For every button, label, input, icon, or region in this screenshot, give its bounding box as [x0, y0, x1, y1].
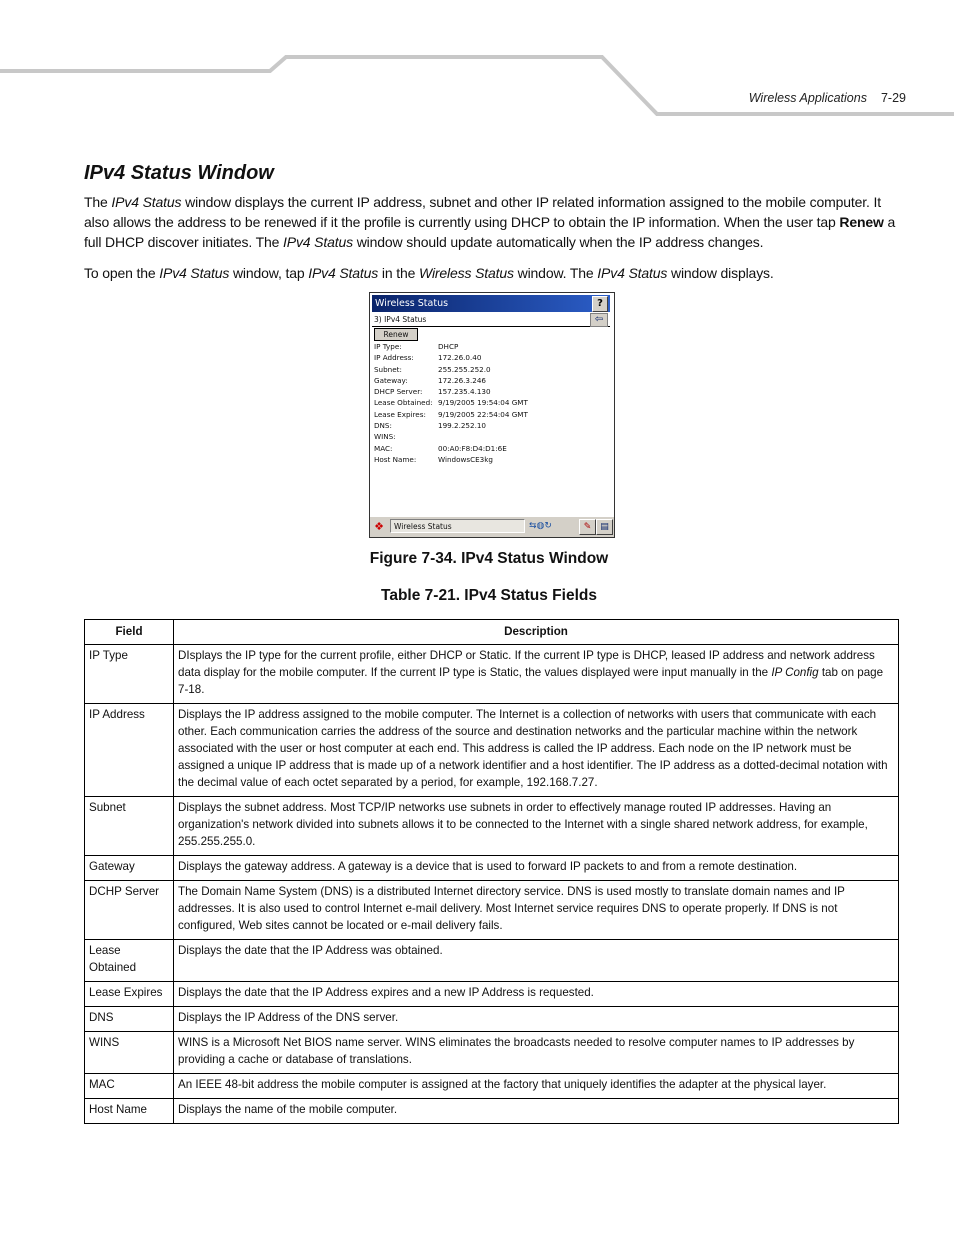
ip-info-label: Lease Expires: — [374, 409, 426, 419]
ipv4-fields-table — [84, 619, 899, 1124]
field-cell: WINS — [85, 1032, 174, 1074]
table-header-row — [85, 620, 899, 645]
table-row — [85, 881, 899, 940]
description-cell: Displays the name of the mobile computer. — [174, 1099, 899, 1124]
ip-info-label: Lease Obtained: — [374, 398, 433, 408]
field-cell: Lease Expires — [85, 982, 174, 1007]
description-cell: An IEEE 48-bit address the mobile computer is assigned at the factory that uniquely identifies the adapter at the physical layer. — [174, 1074, 899, 1099]
description-column-header: Description — [174, 620, 899, 645]
figure-caption: Figure 7-34. IPv4 Status Window — [369, 550, 609, 567]
table-caption: Table 7-21. IPv4 Status Fields — [381, 587, 597, 604]
field-cell: Gateway — [85, 856, 174, 881]
start-flag-icon[interactable]: ❖ — [374, 520, 384, 533]
device-taskbar — [370, 516, 614, 537]
field-cell: Subnet — [85, 797, 174, 856]
description-cell: Displays the subnet address. Most TCP/IP networks use subnets in order to effectively manage routed IP addresses. Having an organization's network divided into subnets allows it to be connected to the Internet with a single shared network address, for example, 255.255.255.0. — [174, 797, 899, 856]
section-heading: IPv4 Status Window — [84, 162, 274, 184]
ip-info-value: 157.235.4.130 — [438, 387, 491, 397]
table-row — [85, 940, 899, 982]
table-row — [85, 1074, 899, 1099]
description-cell: Displays the IP address assigned to the mobile computer. The Internet is a collection of networks with users that communicate with each other. Each communication carries the address of the source and destination networks and the particular machine within the network associated with the user or host computer at each end. This address is called the IP address. Each node on the IP network must be assigned a unique IP address that is made up of a network identifier and a host identifier. The IP address as a dotted-decimal notation with the decimal value of each octet separated by a period, for example, 192.168.7.27. — [174, 704, 899, 797]
ip-info-label: DNS: — [374, 421, 392, 431]
table-row — [85, 1007, 899, 1032]
page-number: 7-29 — [880, 91, 906, 105]
ip-info-value: 199.2.252.10 — [438, 421, 487, 431]
desktop-icon[interactable]: ▤ — [596, 519, 613, 535]
description-cell: DIsplays the IP type for the current profile, either DHCP or Static. If the current IP type is DHCP, leased IP address and network address data display for the mobile computer. If the current IP type is Static, the values displayed were input manually in the IP Config tab on page 7-18. — [174, 645, 899, 704]
field-cell: IP Address — [85, 704, 174, 797]
ip-info-row — [374, 352, 528, 363]
status-selector-value: 3) IPv4 Status — [374, 315, 427, 324]
table-row — [85, 1099, 899, 1124]
ip-info-label: IP Address: — [374, 353, 414, 363]
ip-info-label: Host Name: — [374, 454, 417, 464]
ip-info-value: 255.255.252.0 — [438, 364, 491, 374]
field-cell: Lease Obtained — [85, 940, 174, 982]
ip-info-value: WindowsCE3kg — [438, 454, 493, 464]
device-title-bar — [372, 295, 610, 312]
ip-info-row — [374, 386, 528, 397]
input-panel-icon[interactable]: ✎ — [579, 519, 596, 535]
table-row — [85, 704, 899, 797]
intro-paragraph: The IPv4 Status window displays the current IP address, subnet and other IP related information assigned to the mobile computer. It also allows the address to be renewed if it the profile is currently using DHCP to obtain the IP information. When the user tap Renew a full DHCP discover initiates. The IPv4 Status window should update automatically when the IP address changes. — [84, 194, 896, 250]
table-row — [85, 645, 899, 704]
description-cell: Displays the gateway address. A gateway is a device that is used to forward IP packets to and from a remote destination. — [174, 856, 899, 881]
help-icon[interactable]: ? — [592, 296, 608, 312]
table-row — [85, 982, 899, 1007]
table-row — [85, 1032, 899, 1074]
ip-info-list — [374, 341, 528, 465]
field-column-header: Field — [85, 620, 174, 645]
status-selector[interactable] — [372, 313, 610, 327]
running-header — [749, 91, 906, 105]
ip-info-row — [374, 375, 528, 386]
renew-button[interactable]: Renew — [374, 328, 418, 341]
field-cell: IP Type — [85, 645, 174, 704]
open-instructions-paragraph: To open the IPv4 Status window, tap IPv4 Status in the Wireless Status window. The IPv4 Status window displays. — [84, 265, 774, 281]
taskbar-window-button[interactable]: Wireless Status — [390, 519, 525, 533]
ip-info-row — [374, 420, 528, 431]
ip-info-value: 172.26.0.40 — [438, 353, 482, 363]
ip-info-label: Subnet: — [374, 364, 402, 374]
device-window-title: Wireless Status — [375, 298, 449, 309]
system-tray-icons[interactable]: ⇆◍↻ — [529, 521, 552, 531]
ip-info-value: 9/19/2005 22:54:04 GMT — [438, 409, 528, 419]
ip-info-label: MAC: — [374, 443, 393, 453]
ip-info-label: DHCP Server: — [374, 387, 423, 397]
ip-info-row — [374, 364, 528, 375]
ip-info-row — [374, 443, 528, 454]
field-cell: DNS — [85, 1007, 174, 1032]
device-screenshot — [369, 292, 615, 538]
description-cell: Displays the date that the IP Address was obtained. — [174, 940, 899, 982]
running-header-section: Wireless Applications — [748, 91, 867, 105]
table-row — [85, 856, 899, 881]
description-cell: WINS is a Microsoft Net BIOS name server. WINS eliminates the broadcasts needed to resolve computer names to IP addresses by providing a cache or database of translations. — [174, 1032, 899, 1074]
ip-info-value: 00:A0:F8:D4:D1:6E — [438, 443, 507, 453]
ip-info-row — [374, 409, 528, 420]
ip-info-row — [374, 341, 528, 352]
back-arrow-icon[interactable]: ⇦ — [590, 313, 608, 327]
ip-info-value: DHCP — [438, 342, 459, 351]
ip-info-value: 9/19/2005 19:54:04 GMT — [438, 398, 528, 408]
ip-info-label: WINS: — [374, 432, 396, 442]
field-cell: Host Name — [85, 1099, 174, 1124]
description-cell: The Domain Name System (DNS) is a distributed Internet directory service. DNS is used mostly to translate domain names and IP addresses. It is also used to control Internet e-mail delivery. Most Internet service requires DNS to operate properly. If DNS is not configured, Web sites cannot be located or e-mail delivery fails. — [174, 881, 899, 940]
description-cell: Displays the date that the IP Address expires and a new IP Address is requested. — [174, 982, 899, 1007]
field-cell: DCHP Server — [85, 881, 174, 940]
ip-info-row — [374, 454, 528, 465]
ip-info-value: 172.26.3.246 — [438, 375, 487, 385]
table-row — [85, 797, 899, 856]
field-cell: MAC — [85, 1074, 174, 1099]
description-cell: Displays the IP Address of the DNS server. — [174, 1007, 899, 1032]
ip-info-row — [374, 397, 528, 408]
ip-info-label: Gateway: — [374, 375, 408, 385]
ip-info-label: IP Type: — [374, 342, 402, 351]
ip-info-row — [374, 431, 528, 442]
